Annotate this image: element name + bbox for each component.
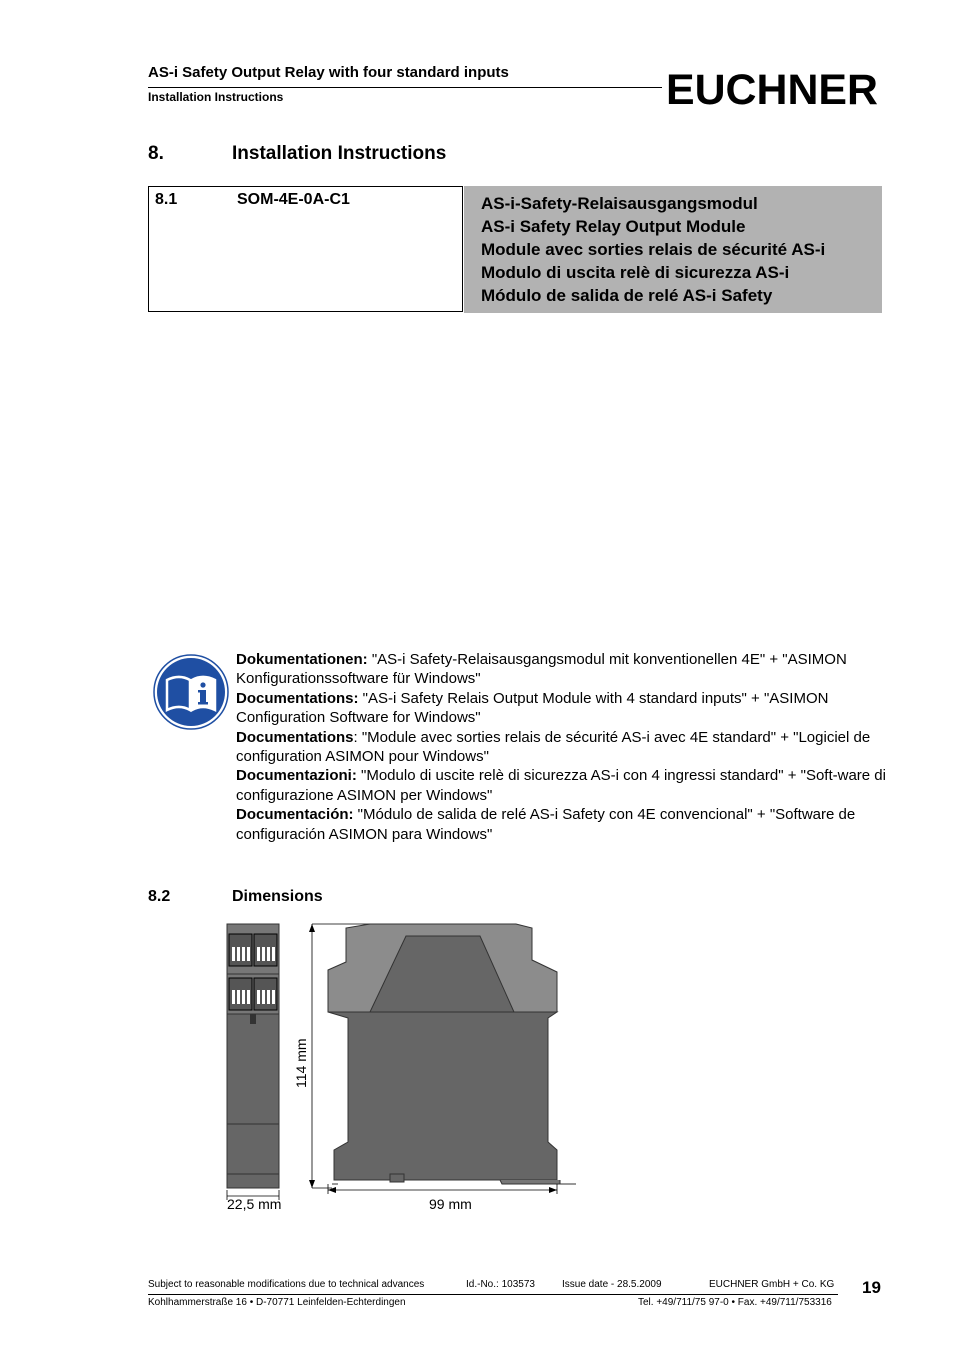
header-rule (148, 87, 662, 88)
footer-company: EUCHNER GmbH + Co. KG (709, 1279, 835, 1290)
product-title-de: AS-i-Safety-Relaisausgangsmodul (481, 194, 758, 213)
document-subtitle: Installation Instructions (148, 90, 284, 104)
product-title-es: Módulo de salida de relé AS-i Safety (481, 286, 773, 305)
doc-label: Dokumentationen: (236, 651, 368, 668)
doc-label: Documentación: (236, 806, 354, 824)
height-label: 114 mm (293, 1038, 309, 1088)
depth-label: 99 mm (429, 1196, 472, 1212)
info-manual-icon (153, 654, 229, 730)
footer-note: Subject to reasonable modifications due to technical advances (148, 1279, 425, 1290)
side-view (328, 924, 576, 1184)
product-titles-cell (464, 186, 882, 313)
documentation-list (236, 650, 886, 844)
product-title-en: AS-i Safety Relay Output Module (481, 217, 746, 236)
footer-issue-date: Issue date - 28.5.2009 (562, 1279, 662, 1290)
footer-contact: Tel. +49/711/75 97-0 • Fax. +49/711/753316 (638, 1297, 832, 1308)
doc-label: Documentations: (236, 689, 359, 707)
doc-text: "AS-i Safety Relais Output Module with 4 standard inputs" + "ASIMON Configuration Software for Windows" (236, 689, 829, 727)
footer-id: Id.-No.: 103573 (466, 1279, 535, 1290)
doc-label: Documentations (236, 728, 354, 746)
doc-text: : "Module avec sorties relais de sécurité AS-i avec 4E standard" + "Logiciel de configuration ASIMON pour Windows" (236, 728, 871, 766)
section-number: 8. (148, 143, 164, 164)
dimension-drawing (220, 918, 590, 1218)
product-title-list (481, 192, 825, 307)
product-title-fr: Module avec sorties relais de sécurité AS-i (481, 240, 826, 259)
footer-address: Kohlhammerstraße 16 • D-70771 Leinfelden-Echterdingen (148, 1297, 406, 1308)
width-label: 22,5 mm (227, 1196, 282, 1212)
page-number: 19 (862, 1278, 881, 1297)
doc-entry-de (236, 650, 886, 689)
doc-entry-it (236, 766, 886, 805)
doc-text: "Modulo di uscite relè di sicurezza AS-i con 4 ingressi standard" + "Soft-ware di configurazione ASIMON per Windows" (236, 767, 886, 804)
product-title-it: Modulo di uscita relè di sicurezza AS-i (481, 263, 790, 282)
section-title: Installation Instructions (232, 143, 447, 164)
doc-entry-fr (236, 728, 886, 767)
doc-text: "Módulo de salida de relé AS-i Safety con 4E convencional" + "Software de configuración ASIMON para Windows" (236, 806, 856, 843)
subsection-number: 8.1 (155, 191, 178, 208)
logo-text: EUCHNER (666, 66, 878, 108)
product-code: SOM-4E-0A-C1 (237, 191, 350, 208)
dimensions-number: 8.2 (148, 888, 171, 905)
product-id-cell (148, 186, 463, 312)
dimensions-title: Dimensions (232, 888, 323, 905)
product-table (148, 186, 882, 313)
doc-entry-en (236, 689, 886, 728)
doc-text: "AS-i Safety-Relaisausgangsmodul mit konventionellen 4E" + "ASIMON Konfigurationssoftware für Windows" (236, 651, 847, 688)
euchner-logo (666, 66, 880, 108)
footer-rule (148, 1294, 838, 1295)
doc-label: Documentazioni: (236, 767, 357, 785)
front-view (227, 924, 279, 1188)
doc-entry-es (236, 805, 886, 844)
document-title: AS-i Safety Output Relay with four standard inputs (148, 64, 509, 81)
